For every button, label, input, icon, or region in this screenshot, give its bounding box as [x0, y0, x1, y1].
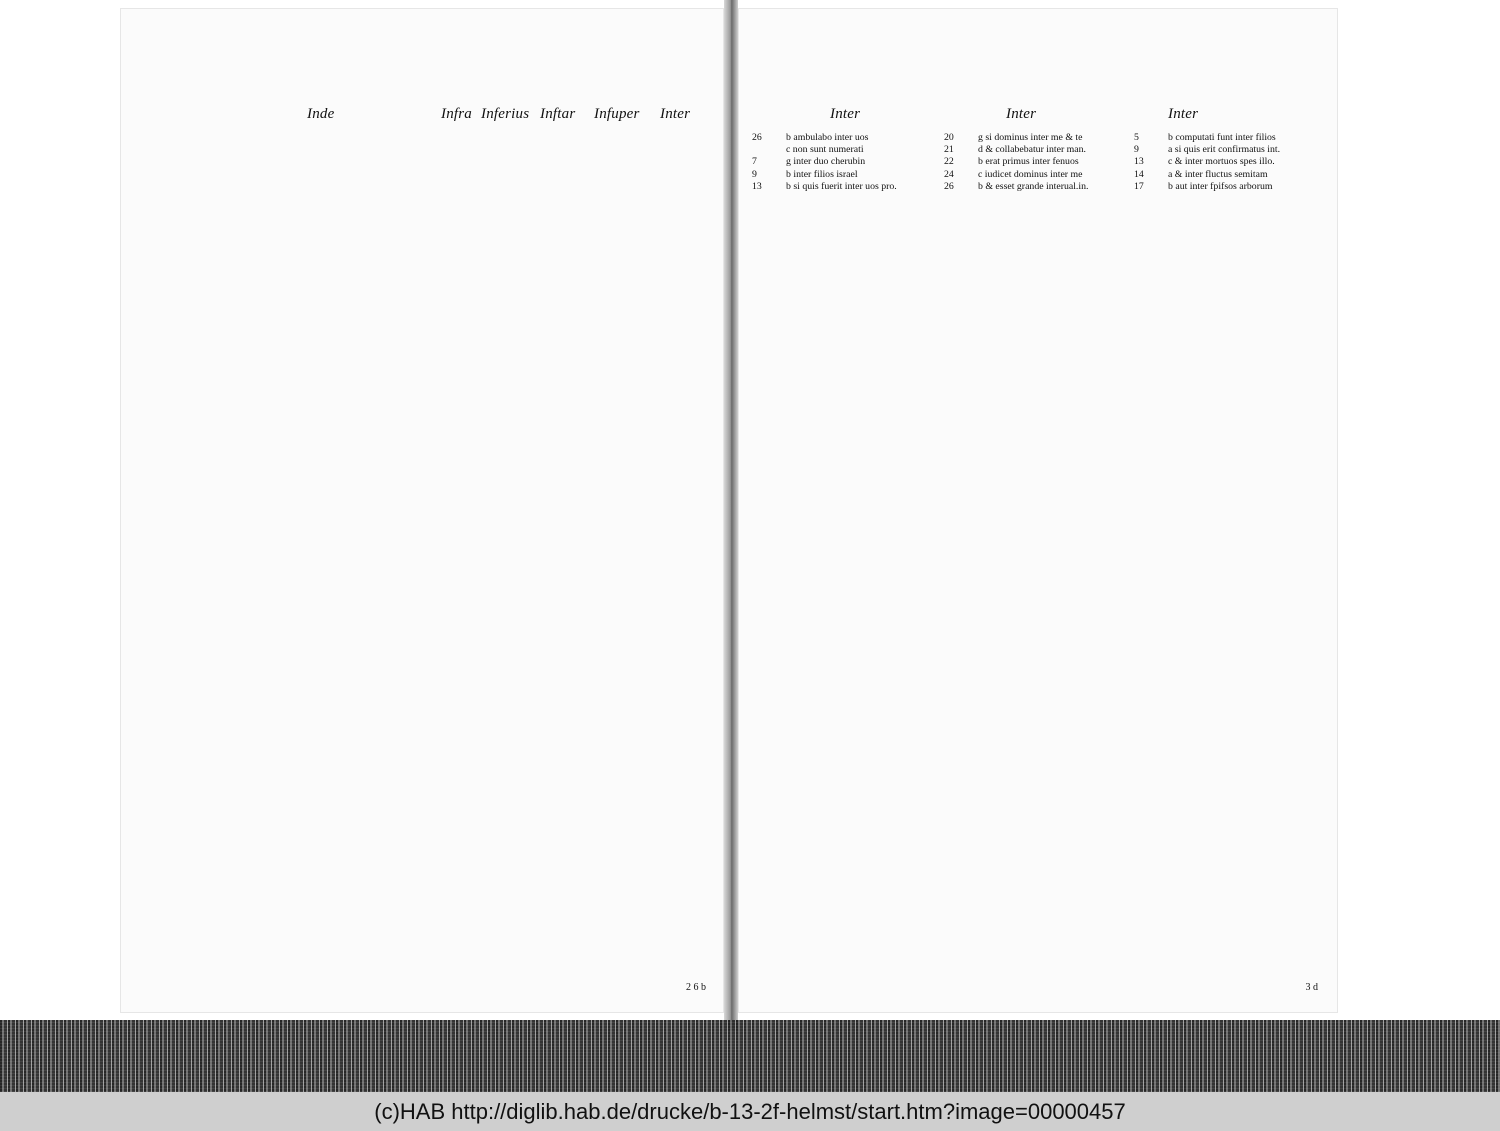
entry-text: b si quis fuerit inter uos pro. — [786, 180, 897, 192]
footer-url-text: (c)HAB http://diglib.hab.de/drucke/b-13-2f-helmst/start.htm?image=00000457 — [374, 1098, 1126, 1124]
right-column-3 — [1134, 132, 1324, 992]
entry-line — [752, 144, 936, 156]
entry-text: b computati funt inter filios — [1168, 132, 1276, 143]
entry-marker: 13 — [1134, 156, 1144, 168]
footer-url-bar — [0, 1092, 1500, 1131]
entry-text: g inter duo cherubin — [786, 156, 866, 168]
entry-line — [752, 181, 936, 193]
entry-line — [752, 132, 936, 144]
right-heading-2: Inter — [1006, 106, 1037, 122]
book-gutter — [724, 0, 738, 1030]
entry-marker: 14 — [1134, 168, 1144, 180]
entry-marker: 21 — [944, 144, 954, 156]
entry-marker: 13 — [752, 180, 762, 192]
left-heading-1: Inde — [307, 106, 335, 122]
entry-line — [1134, 181, 1324, 193]
entry-marker: 26 — [752, 132, 762, 143]
entry-line — [944, 181, 1128, 193]
left-heading-4: Inftar — [540, 106, 576, 122]
entry-text: d & collabebatur inter man. — [978, 144, 1087, 156]
entry-line — [1134, 144, 1324, 156]
left-page-mark: 2 6 b — [686, 982, 706, 993]
right-page-mark: 3 d — [1305, 982, 1318, 993]
entry-marker: 9 — [752, 168, 757, 180]
left-column-2 — [416, 132, 580, 992]
entry-line — [1134, 156, 1324, 168]
right-page — [738, 8, 1338, 1013]
entry-text: c iudicet dominus inter me — [978, 168, 1083, 180]
entry-line — [944, 144, 1128, 156]
right-page-headings — [738, 106, 1338, 132]
left-page — [120, 8, 724, 1013]
entry-text: b inter filios israel — [786, 168, 858, 180]
right-column-2 — [944, 132, 1128, 992]
left-column-3 — [560, 132, 710, 992]
scan-bottom-noise — [0, 1020, 1500, 1092]
entry-text: c & inter mortuos spes illo. — [1168, 156, 1275, 168]
left-column-1 — [224, 132, 414, 992]
right-column-1 — [752, 132, 936, 992]
entry-text: a si quis erit confirmatus int. — [1168, 144, 1281, 156]
entry-marker: 17 — [1134, 180, 1144, 192]
entry-text: b & esset grande interual.in. — [978, 180, 1089, 192]
entry-marker: 24 — [944, 168, 954, 180]
entry-marker: 7 — [752, 156, 757, 168]
entry-text: c non sunt numerati — [786, 144, 864, 156]
entry-line — [1134, 169, 1324, 181]
entry-line — [944, 156, 1128, 168]
entry-line — [752, 156, 936, 168]
right-heading-1: Inter — [830, 106, 861, 122]
left-heading-5: Infuper — [594, 106, 640, 122]
entry-marker: 5 — [1134, 132, 1139, 143]
entry-text: b ambulabo inter uos — [786, 132, 869, 143]
entry-text: g si dominus inter me & te — [978, 132, 1083, 143]
entry-marker: 20 — [944, 132, 954, 143]
entry-line — [944, 169, 1128, 181]
entry-marker: 9 — [1134, 144, 1139, 156]
entry-marker: 26 — [944, 180, 954, 192]
entry-line — [1134, 132, 1324, 144]
left-heading-3: Inferius — [481, 106, 530, 122]
entry-marker: 22 — [944, 156, 954, 168]
left-heading-6: Inter — [660, 106, 691, 122]
left-page-headings — [120, 106, 724, 132]
right-heading-3: Inter — [1168, 106, 1199, 122]
entry-text: b erat primus inter fenuos — [978, 156, 1079, 168]
entry-line — [944, 132, 1128, 144]
entry-text: b aut inter fpifsos arborum — [1168, 180, 1273, 192]
entry-line — [752, 169, 936, 181]
left-heading-2: Infra — [441, 106, 472, 122]
entry-text: a & inter fluctus semitam — [1168, 168, 1268, 180]
